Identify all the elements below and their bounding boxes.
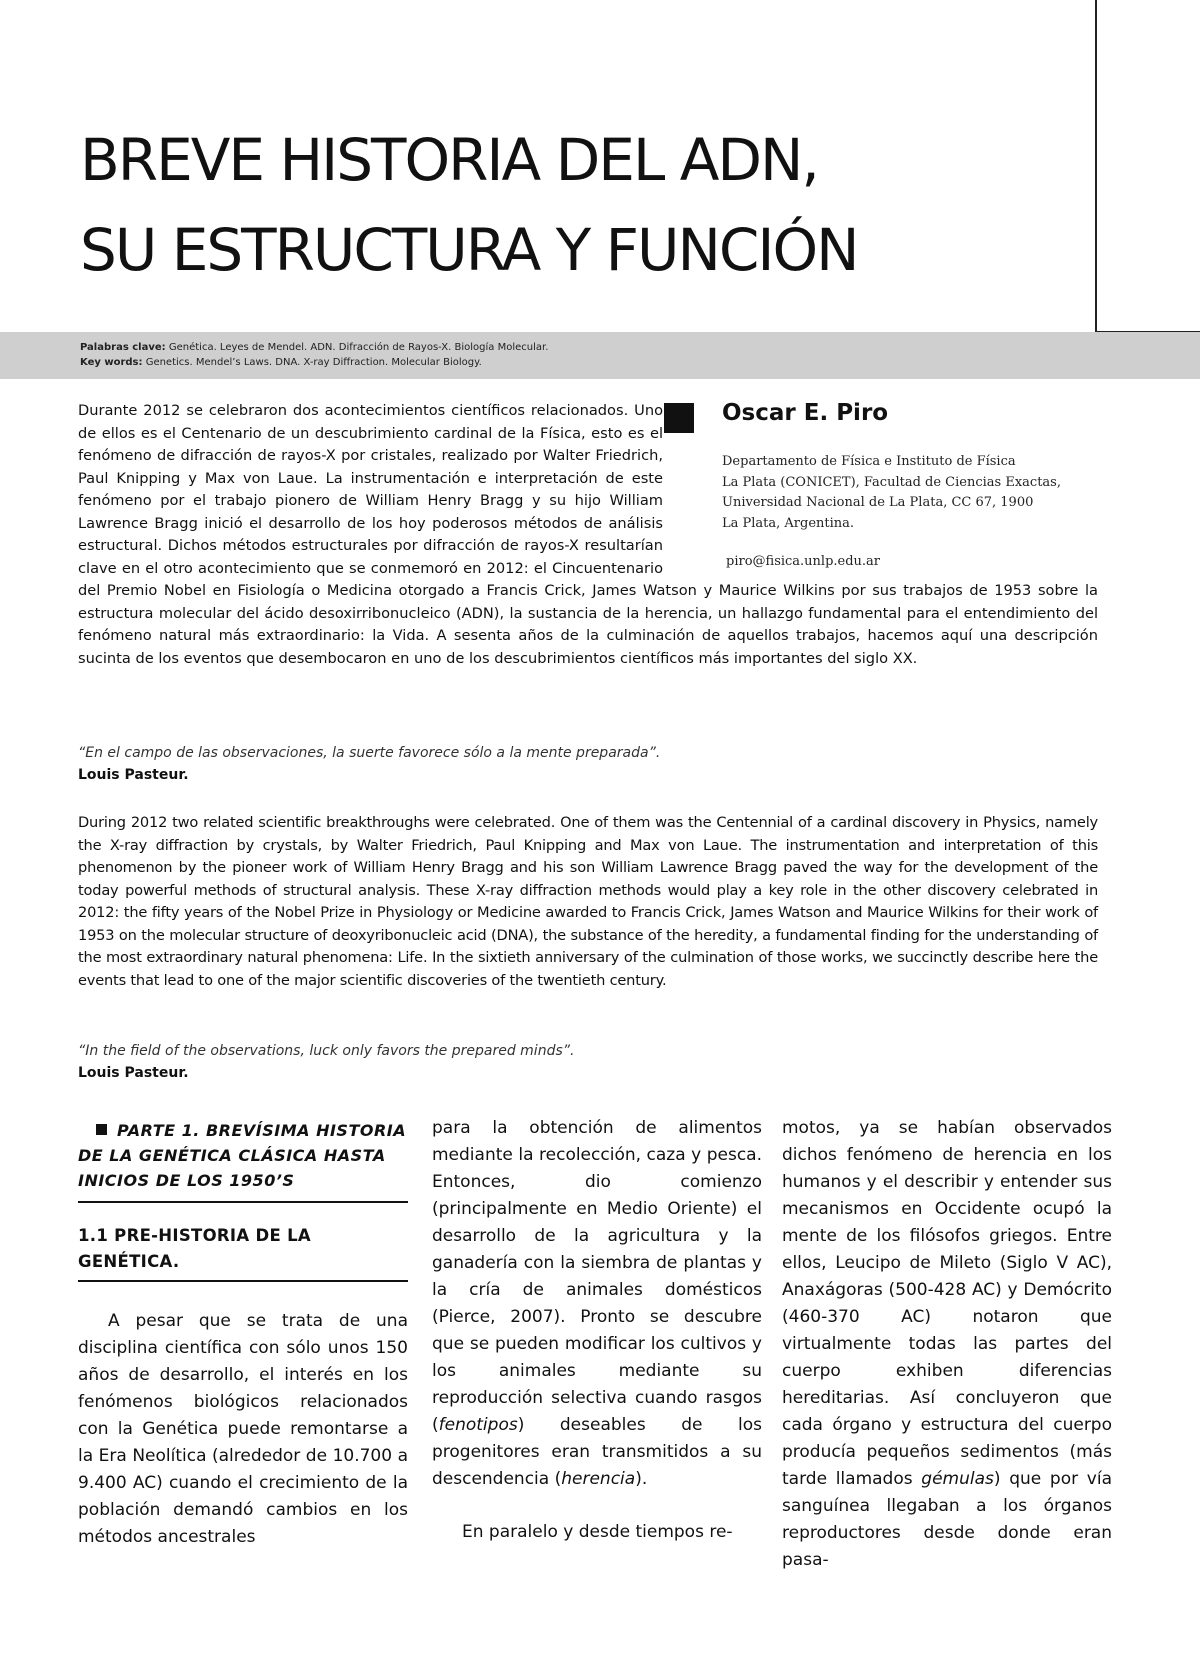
body-paragraph [432, 1115, 762, 1493]
abstract-spanish-text: Durante 2012 se celebraron dos acontecimientos científicos relacionados. Uno de ellos es el Centenario de un descubrimiento cardinal de la Física, esto es el fenómeno de difracción de rayos-X por cristales, realizado por Walter Friedrich, Paul Knipping y Max von Laue. La instrumentación e interpretación de este fenómeno por el trabajo pionero de William Henry Bragg y su hijo William Lawrence Bragg inició el desarrollo de los hoy poderosos métodos de análisis estructural. Dichos métodos estructurales por difracción de rayos-X resultarían clave en el otro acontecimiento que se conmemoró en 2012: el Cincuentenario del Premio Nobel en Fisiología o Medicina otorgado a Francis Crick, James Watson y Maurice Wilkins por sus trabajos de 1953 sobre la estructura molecular del ácido desoxirribonucleico (ADN), la sustancia de la herencia, un hallazgo fundamental para el entendimiento del fenómeno natural más extraordinario: la Vida. A sesenta años de la culminación de aquellos trabajos, hacemos aquí una descripción sucinta de los eventos que desembocaron en uno de los descubrimientos científicos más importantes del siglo XX. [78, 402, 1098, 667]
keywords-en [80, 357, 482, 368]
affiliation-line: Universidad Nacional de La Plata, CC 67, 1900 [722, 495, 1034, 510]
keywords-en-text: Genetics. Mendel’s Laws. DNA. X-ray Diffraction. Molecular Biology. [142, 357, 482, 368]
affiliation-line: La Plata (CONICET), Facultad de Ciencias Exactas, [722, 474, 1061, 490]
body-text: ) que por vía sanguínea llegaban a los órganos reproductores desde donde eran pasa- [782, 1469, 1112, 1570]
part-heading [78, 1118, 408, 1203]
abstract-spanish [78, 400, 1098, 670]
paragraph-gap [432, 1493, 762, 1519]
body-paragraph [782, 1115, 1112, 1574]
body-column-3 [782, 1115, 1112, 1574]
body-text: para la obtención de alimentos mediante la recolección, caza y pesca. Entonces, dio comienzo (principalmente en Medio Oriente) el desarrollo de la agricultura y la ganadería con la siembra de plantas y la cría de animales domésticos (Pierce, 2007). Pronto se descubre que se pueden modificar los cultivos y los animales mediante su reproducción selectiva cuando rasgos ( [432, 1118, 762, 1435]
keywords-en-label: Key words: [80, 357, 143, 368]
square-bullet-icon [96, 1124, 107, 1135]
article-title [80, 115, 858, 295]
author-name: Oscar E. Piro [722, 400, 889, 426]
abstract-english-text: During 2012 two related scientific breakthroughs were celebrated. One of them was the Centennial of a cardinal discovery in Physics, namely the X-ray diffraction by crystals, by Walter Friedrich, Paul Knipping and Max von Laue. The instrumentation and interpretation of this phenomenon by the pioneer work of William Henry Bragg and his son William Lawrence Bragg paved the way for the development of the today powerful methods of structural analysis. These X-ray diffraction methods would play a key role in the other discovery celebrated in 2012: the fifty years of the Nobel Prize in Physiology or Medicine awarded to Francis Crick, James Watson and Maurice Wilkins for their work of 1953 on the molecular structure of deoxyribonucleic acid (DNA), the substance of the heredity, a fundamental finding for the understanding of the most extraordinary natural phenomena: Life. In the sixtieth anniversary of the culmination of those works, we succinctly describe here the events that lead to one of the major scientific discoveries of the twentieth century. [78, 814, 1098, 989]
frame-vertical-rule [1095, 0, 1097, 333]
body-column-2 [432, 1115, 762, 1546]
affiliation-line: La Plata, Argentina. [722, 515, 855, 531]
quote-english-author: Louis Pasteur. [78, 1065, 189, 1081]
body-paragraph: A pesar que se trata de una disciplina científica con sólo unos 150 años de desarrollo, el interés en los fenómenos biológicos relacionados con la Genética puede remontarse a la Era Neolítica (alrededor de 10.700 a 9.400 AC) cuando el crecimiento de la población demandó cambios en los métodos ancestrales [78, 1311, 408, 1547]
body-text: ) deseables de los progenitores eran transmitidos a su descendencia ( [432, 1415, 762, 1489]
quote-spanish [78, 742, 1098, 786]
part-heading-text: PARTE 1. BREVÍSIMA HISTORIA DE LA GENÉTICA CLÁSICA HASTA INICIOS DE LOS 1950’S [78, 1121, 407, 1190]
author-email[interactable]: piro@fisica.unlp.edu.ar [726, 554, 881, 569]
keywords-es [80, 342, 548, 353]
quote-spanish-text: “En el campo de las observaciones, la suerte favorece sólo a la mente preparada”. [78, 745, 661, 761]
body-italic-term: herencia [561, 1469, 636, 1489]
section-heading: 1.1 PRE-HISTORIA DE LA GENÉTICA. [78, 1223, 408, 1282]
abstract-english [78, 812, 1098, 992]
body-text: motos, ya se habían observados dichos fenómeno de herencia en los humanos y el describir y entender sus mecanismos en Occidente ocupó la mente de los filósofos griegos. Entre ellos, Leucipo de Mileto (Siglo V AC), Anaxágoras (500-428 AC) y Demócrito (460-370 AC) notaron que virtualmente todas las partes del cuerpo exhiben diferencias hereditarias. Así concluyeron que cada órgano y estructura del cuerpo producía pequeños sedimentos (más tarde llamados [782, 1118, 1112, 1489]
quote-english-text: “In the field of the observations, luck only favors the prepared minds”. [78, 1043, 575, 1059]
quote-english [78, 1040, 1098, 1084]
keywords-band [0, 332, 1200, 379]
author-affiliation [722, 452, 1102, 534]
body-italic-term: gémulas [921, 1469, 994, 1489]
body-column-1 [78, 1118, 408, 1551]
title-line-1: BREVE HISTORIA DEL ADN, [80, 126, 818, 194]
keywords-es-text: Genética. Leyes de Mendel. ADN. Difracción de Rayos-X. Biología Molecular. [165, 342, 549, 353]
keywords-es-label: Palabras clave: [80, 342, 166, 353]
quote-spanish-author: Louis Pasteur. [78, 767, 189, 783]
author-square-marker [664, 403, 694, 433]
title-line-2: SU ESTRUCTURA Y FUNCIÓN [80, 216, 858, 284]
body-italic-term: fenotipos [438, 1415, 518, 1435]
body-text: ). [635, 1469, 648, 1489]
body-paragraph: En paralelo y desde tiempos re- [462, 1522, 733, 1542]
affiliation-line: Departamento de Física e Instituto de Física [722, 454, 1016, 469]
